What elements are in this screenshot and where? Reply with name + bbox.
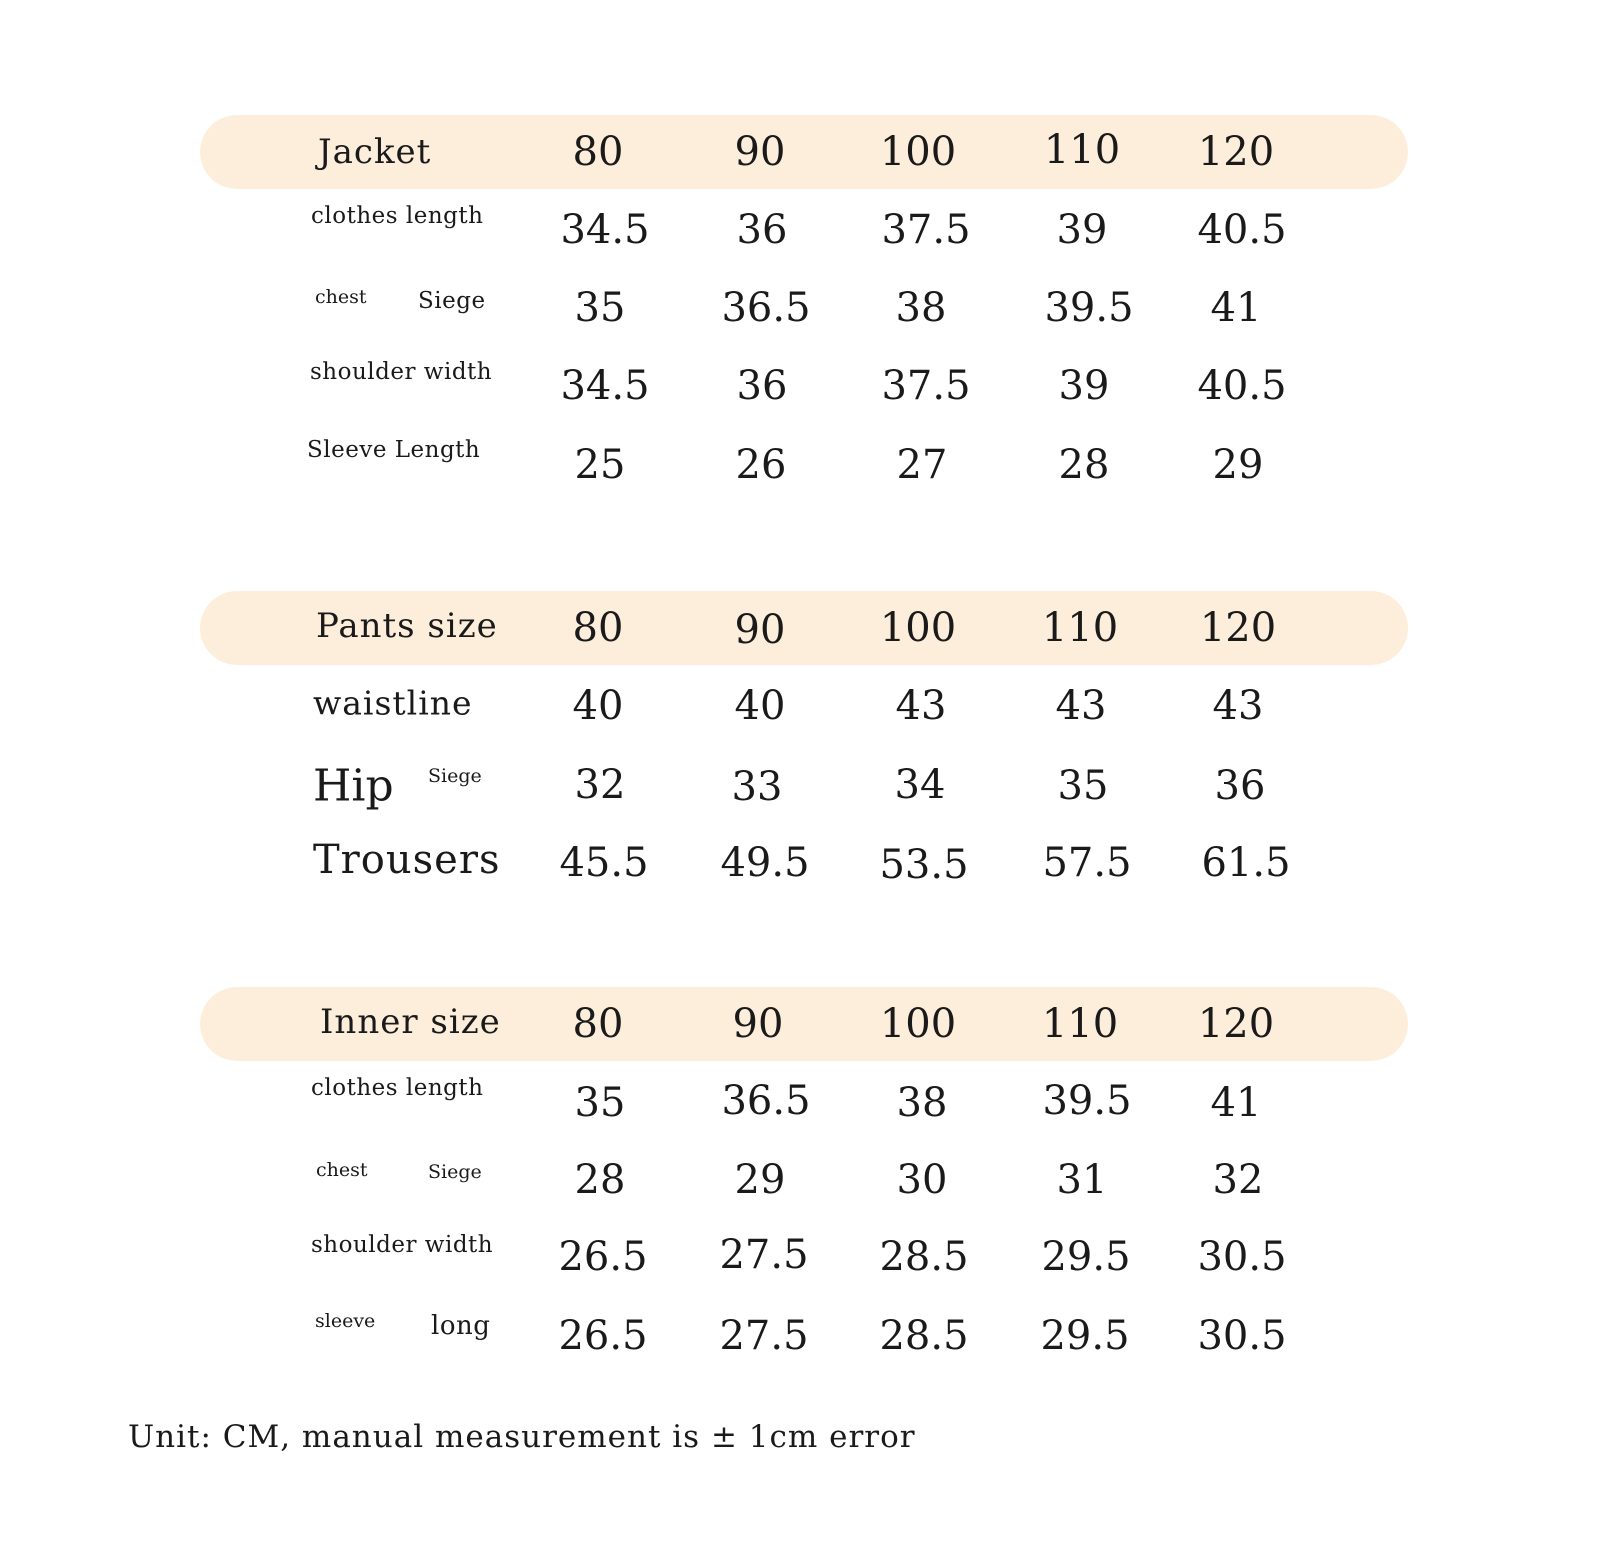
unit-note: Unit: CM, manual measurement is ± 1cm error [128,1419,916,1455]
measurement-value: 37.5 [881,363,971,409]
measurement-value: 39.5 [1044,285,1134,331]
measurement-value: 32 [1212,1157,1264,1203]
measurement-value: 32 [574,762,626,808]
measurement-value: 40.5 [1197,207,1287,253]
measurement-value: 43 [895,683,947,729]
size-header: 120 [1199,605,1277,651]
size-header: 90 [734,129,786,175]
row-label: sleeve [315,1310,376,1332]
measurement-value: 40 [572,683,624,729]
measurement-value: 26 [735,442,787,488]
measurement-value: 34 [894,762,946,808]
size-header: 110 [1041,605,1119,651]
row-label: Sleeve Length [307,437,481,463]
measurement-value: 33 [731,764,783,810]
size-header: 100 [879,1001,957,1047]
measurement-value: 28.5 [879,1313,969,1359]
measurement-value: 39 [1058,363,1110,409]
measurement-value: 30.5 [1197,1234,1287,1280]
row-label: clothes length [311,203,484,229]
row-label: waistline [313,683,473,723]
measurement-value: 26.5 [558,1313,648,1359]
measurement-value: 27.5 [719,1232,809,1278]
measurement-value: 39.5 [1042,1078,1132,1124]
row-label: Siege [418,288,486,314]
measurement-value: 36.5 [721,1078,811,1124]
measurement-value: 53.5 [879,842,969,888]
measurement-value: 29.5 [1041,1234,1131,1280]
row-label: chest [315,286,367,308]
measurement-value: 36 [736,207,788,253]
measurement-value: 36.5 [721,285,811,331]
measurement-value: 39 [1056,207,1108,253]
measurement-value: 38 [895,285,947,331]
measurement-value: 34.5 [560,207,650,253]
measurement-value: 36 [736,363,788,409]
row-label: clothes length [311,1075,484,1101]
measurement-value: 35 [574,1080,626,1126]
measurement-value: 37.5 [881,207,971,253]
row-label: shoulder width [310,359,493,385]
size-header: 110 [1041,1001,1119,1047]
size-header: 80 [572,1001,624,1047]
row-label: Trousers [313,837,501,883]
inner-title: Inner size [320,1002,501,1042]
measurement-value: 28.5 [879,1234,969,1280]
measurement-value: 25 [574,442,626,488]
pants-title: Pants size [316,606,498,646]
size-header: 80 [572,129,624,175]
measurement-value: 30.5 [1197,1313,1287,1359]
measurement-value: 36 [1214,763,1266,809]
row-label: chest [316,1159,368,1181]
measurement-value: 28 [1058,442,1110,488]
size-header: 120 [1197,129,1275,175]
size-header: 110 [1043,127,1121,173]
measurement-value: 43 [1212,683,1264,729]
row-label: Siege [428,1161,482,1183]
row-label: long [431,1311,491,1341]
jacket-title: Jacket [318,132,432,172]
measurement-value: 30 [896,1157,948,1203]
measurement-value: 43 [1055,683,1107,729]
size-header: 100 [879,129,957,175]
measurement-value: 26.5 [558,1234,648,1280]
measurement-value: 34.5 [560,363,650,409]
size-header: 90 [734,607,786,653]
row-label: shoulder width [311,1232,494,1258]
row-label: Hip [313,760,394,812]
measurement-value: 27 [896,442,948,488]
measurement-value: 45.5 [559,840,649,886]
row-label: Siege [428,765,482,787]
measurement-value: 61.5 [1201,840,1291,886]
measurement-value: 35 [1057,763,1109,809]
size-header: 100 [879,605,957,651]
measurement-value: 29 [734,1157,786,1203]
measurement-value: 38 [896,1080,948,1126]
measurement-value: 31 [1056,1157,1108,1203]
measurement-value: 40.5 [1197,363,1287,409]
measurement-value: 27.5 [719,1313,809,1359]
measurement-value: 35 [574,285,626,331]
measurement-value: 49.5 [720,840,810,886]
size-header: 80 [572,605,624,651]
size-header: 90 [732,1001,784,1047]
measurement-value: 29 [1212,442,1264,488]
size-header: 120 [1197,1001,1275,1047]
measurement-value: 57.5 [1042,840,1132,886]
measurement-value: 28 [574,1157,626,1203]
measurement-value: 29.5 [1040,1313,1130,1359]
measurement-value: 41 [1210,1080,1262,1126]
measurement-value: 40 [734,683,786,729]
measurement-value: 41 [1210,285,1262,331]
